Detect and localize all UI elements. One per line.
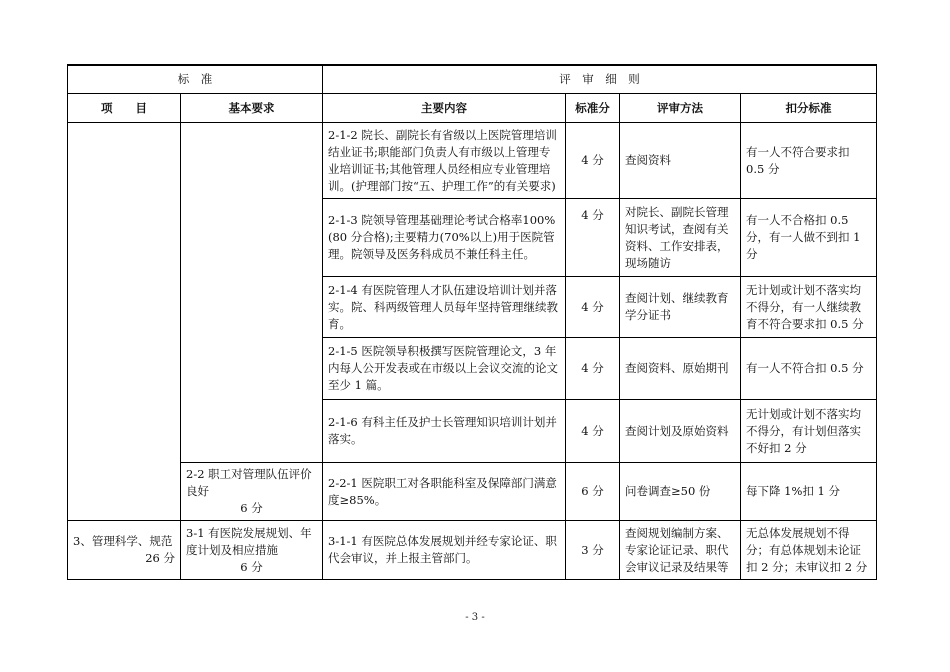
item-cell-empty [68,123,181,521]
basic-req-score: 6 分 [240,501,263,515]
method-cell: 查阅计划、继续教育学分证书 [620,277,741,338]
method-cell: 查阅资料 [620,123,741,199]
main-content-cell: 2-1-5 医院领导积极撰写医院管理论文，3 年内每人公开发表或在市级以上会议交流的论文至少 1 篇。 [323,338,566,400]
review-criteria-table [67,64,877,580]
table-header-row [68,94,877,123]
score-cell: 4 分 [566,123,620,199]
main-content-cell: 2-1-4 有医院管理人才队伍建设培训计划并落实。院、科两级管理人员每年坚持管理继续教育。 [323,277,566,338]
score-cell: 4 分 [566,277,620,338]
header-review-method: 评审方法 [620,94,741,123]
main-content-cell: 2-2-1 医院职工对各职能科室及保障部门满意度≥85%。 [323,463,566,521]
header-basic-requirement: 基本要求 [181,94,323,123]
main-content-cell: 2-1-6 有科主任及护士长管理知识培训计划并落实。 [323,400,566,463]
table-row [68,463,877,521]
item-text: 3、管理科学、规范 [73,534,173,548]
deduction-cell: 有一人不符合要求扣 0.5 分 [741,123,877,199]
header-item: 项 目 [68,94,181,123]
table-row [68,123,877,199]
method-cell: 查阅规划编制方案、专家论证记录、职代会审议记录及结果等 [620,521,741,580]
basic-req-text: 3-1 有医院发展规划、年度计划及相应措施 [186,525,312,557]
header-main-content: 主要内容 [323,94,566,123]
deduction-cell: 每下降 1%扣 1 分 [741,463,877,521]
basic-req-cell [181,463,323,521]
basic-req-score: 6 分 [240,559,263,574]
basic-req-cell [181,521,323,580]
main-content-cell: 2-1-3 院领导管理基础理论考试合格率100%(80 分合格);主要精力(70%以上)用于医院管理。院领导及医务科成员不兼任科主任。 [323,199,566,277]
method-cell: 对院长、副院长管理知识考试，查阅有关资料、工作安排表，现场随访 [620,199,741,277]
table-row [68,521,877,580]
method-cell: 查阅计划及原始资料 [620,400,741,463]
score-cell: 4 分 [566,199,620,277]
header-standard-score: 标准分 [566,94,620,123]
main-content-cell: 2-1-2 院长、副院长有省级以上医院管理培训结业证书;职能部门负责人有市级以上管理专业培训证书;其他管理人员经相应专业管理培训。(护理部门按“五、护理工作”的有关要求) [323,123,566,199]
method-cell: 问卷调查≥50 份 [620,463,741,521]
main-content-cell: 3-1-1 有医院总体发展规划并经专家论证、职代会审议，并上报主管部门。 [323,521,566,580]
deduction-cell: 无计划或计划不落实均不得分，有一人继续教育不符合要求扣 0.5 分 [741,277,877,338]
basic-req-cell-empty [181,123,323,463]
header-deduction-standard: 扣分标准 [741,94,877,123]
deduction-cell: 无计划或计划不落实均不得分，有计划但落实不好扣 2 分 [741,400,877,463]
deduction-cell: 有一人不符合扣 0.5 分 [741,338,877,400]
item-score: 26 分 [145,551,175,565]
score-cell: 3 分 [566,521,620,580]
basic-req-text: 2-2 职工对管理队伍评价良好 [186,467,312,498]
method-cell: 查阅资料、原始期刊 [620,338,741,400]
deduction-cell: 无总体发展规划不得分；有总体规划未论证扣 2 分；未审议扣 2 分 [741,521,877,580]
page-number: - 3 - [465,612,485,623]
score-cell: 4 分 [566,400,620,463]
header-standard: 标 准 [68,65,323,94]
item-cell [68,521,181,580]
score-cell: 4 分 [566,338,620,400]
deduction-cell: 有一人不合格扣 0.5 分，有一人做不到扣 1 分 [741,199,877,277]
score-cell: 6 分 [566,463,620,521]
table-header-group-row [68,65,877,94]
header-review-details: 评 审 细 则 [323,65,877,94]
